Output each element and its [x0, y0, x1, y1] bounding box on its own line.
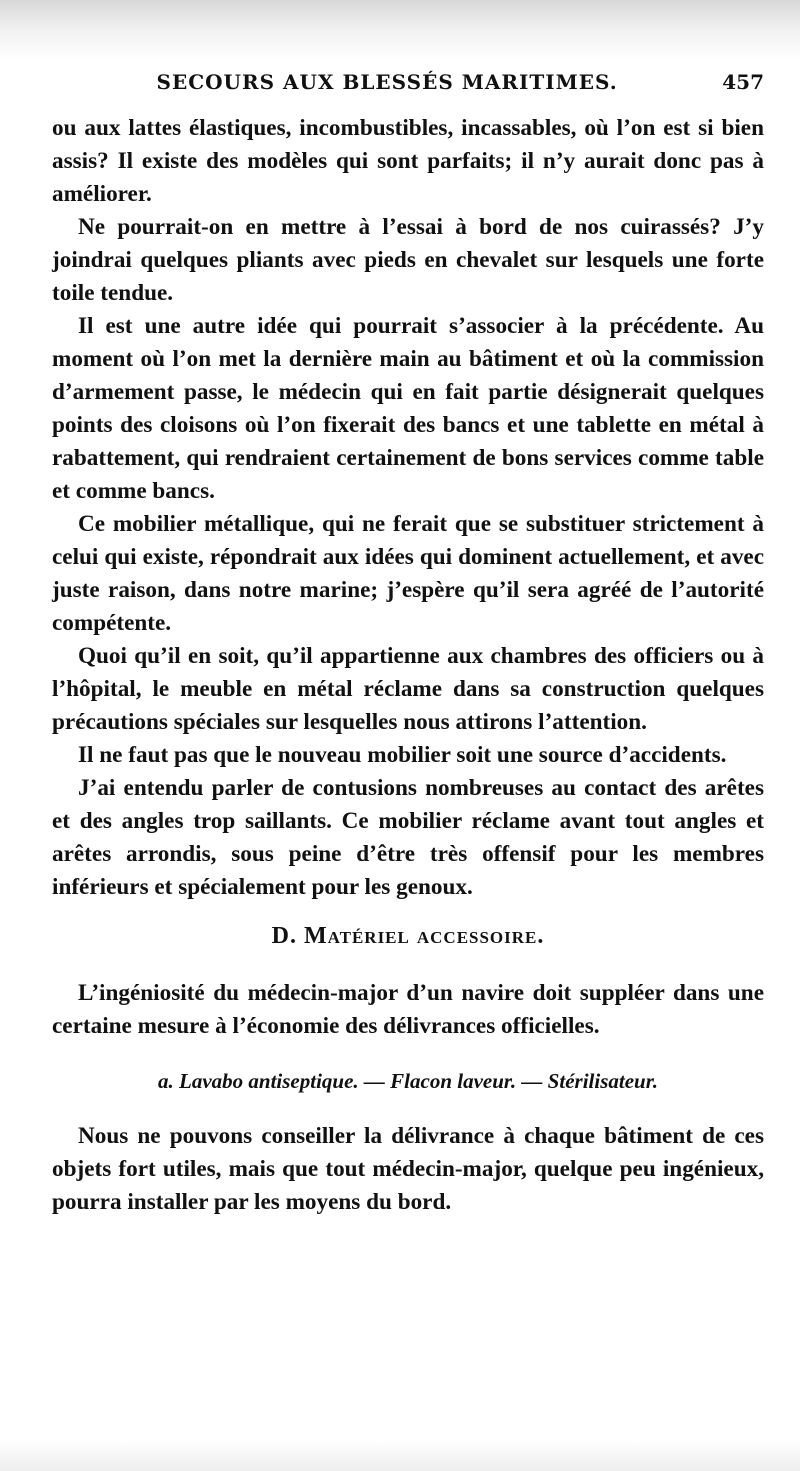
- paragraph: J’ai entendu parler de contusions nombreuses au contact des arêtes et des angles trop saillants. Ce mobilier réclame avant tout angles et arêtes arrondis, sous peine d’être très offensif pour les membres inférieurs et spécialement pour les genoux.: [52, 775, 764, 900]
- page-number: 457: [722, 70, 764, 94]
- section-intro: L’ingéniosité du médecin-major d’un navire doit suppléer dans une certaine mesure à l’économie des délivrances officielles.: [52, 980, 764, 1039]
- page-header: [52, 70, 764, 104]
- section-heading: D. Matériel accessoire.: [271, 923, 545, 949]
- paragraph: Il ne faut pas que le nouveau mobilier soit une source d’accidents.: [78, 742, 727, 768]
- running-title: SECOURS AUX BLESSÉS MARITIMES.: [156, 70, 618, 94]
- section-text: Nous ne pouvons conseiller la délivrance à chaque bâtiment de ces objets fort utiles, mais que tout médecin-major, quelque peu ingénieux, pourra installer par les moyens du bord.: [52, 1123, 764, 1215]
- sub-heading: a. Lavabo antiseptique. — Flacon laveur. — Stérilisateur.: [158, 1069, 658, 1093]
- paragraph: Il est une autre idée qui pourrait s’associer à la précédente. Au moment où l’on met la dernière main au bâtiment et où la commission d’armement passe, le médecin qui en fait partie désignerait quelques points des cloisons où l’on fixerait des bancs et une tablette en métal à rabattement, qui rendraient certainement de bons services comme table et comme bancs.: [52, 313, 764, 504]
- body-text: [52, 112, 764, 1219]
- paragraph: Ce mobilier métallique, qui ne ferait que se substituer strictement à celui qui existe, répondrait aux idées qui dominent actuellement, et avec juste raison, dans notre marine; j’espère qu’il sera agréé de l’autorité compétente.: [52, 511, 764, 636]
- paragraph: Ne pourrait-on en mettre à l’essai à bord de nos cuirassés? J’y joindrai quelques pliants avec pieds en chevalet sur lesquels une forte toile tendue.: [52, 214, 764, 306]
- paragraph-continued: ou aux lattes élastiques, incombustibles, incassables, où l’on est si bien assis? Il existe des modèles qui sont parfaits; il n’y aurait donc pas à améliorer.: [52, 115, 764, 207]
- paragraph: Quoi qu’il en soit, qu’il appartienne aux chambres des officiers ou à l’hôpital, le meuble en métal réclame dans sa construction quelques précautions spéciales sur lesquelles nous attirons l’attention.: [52, 643, 764, 735]
